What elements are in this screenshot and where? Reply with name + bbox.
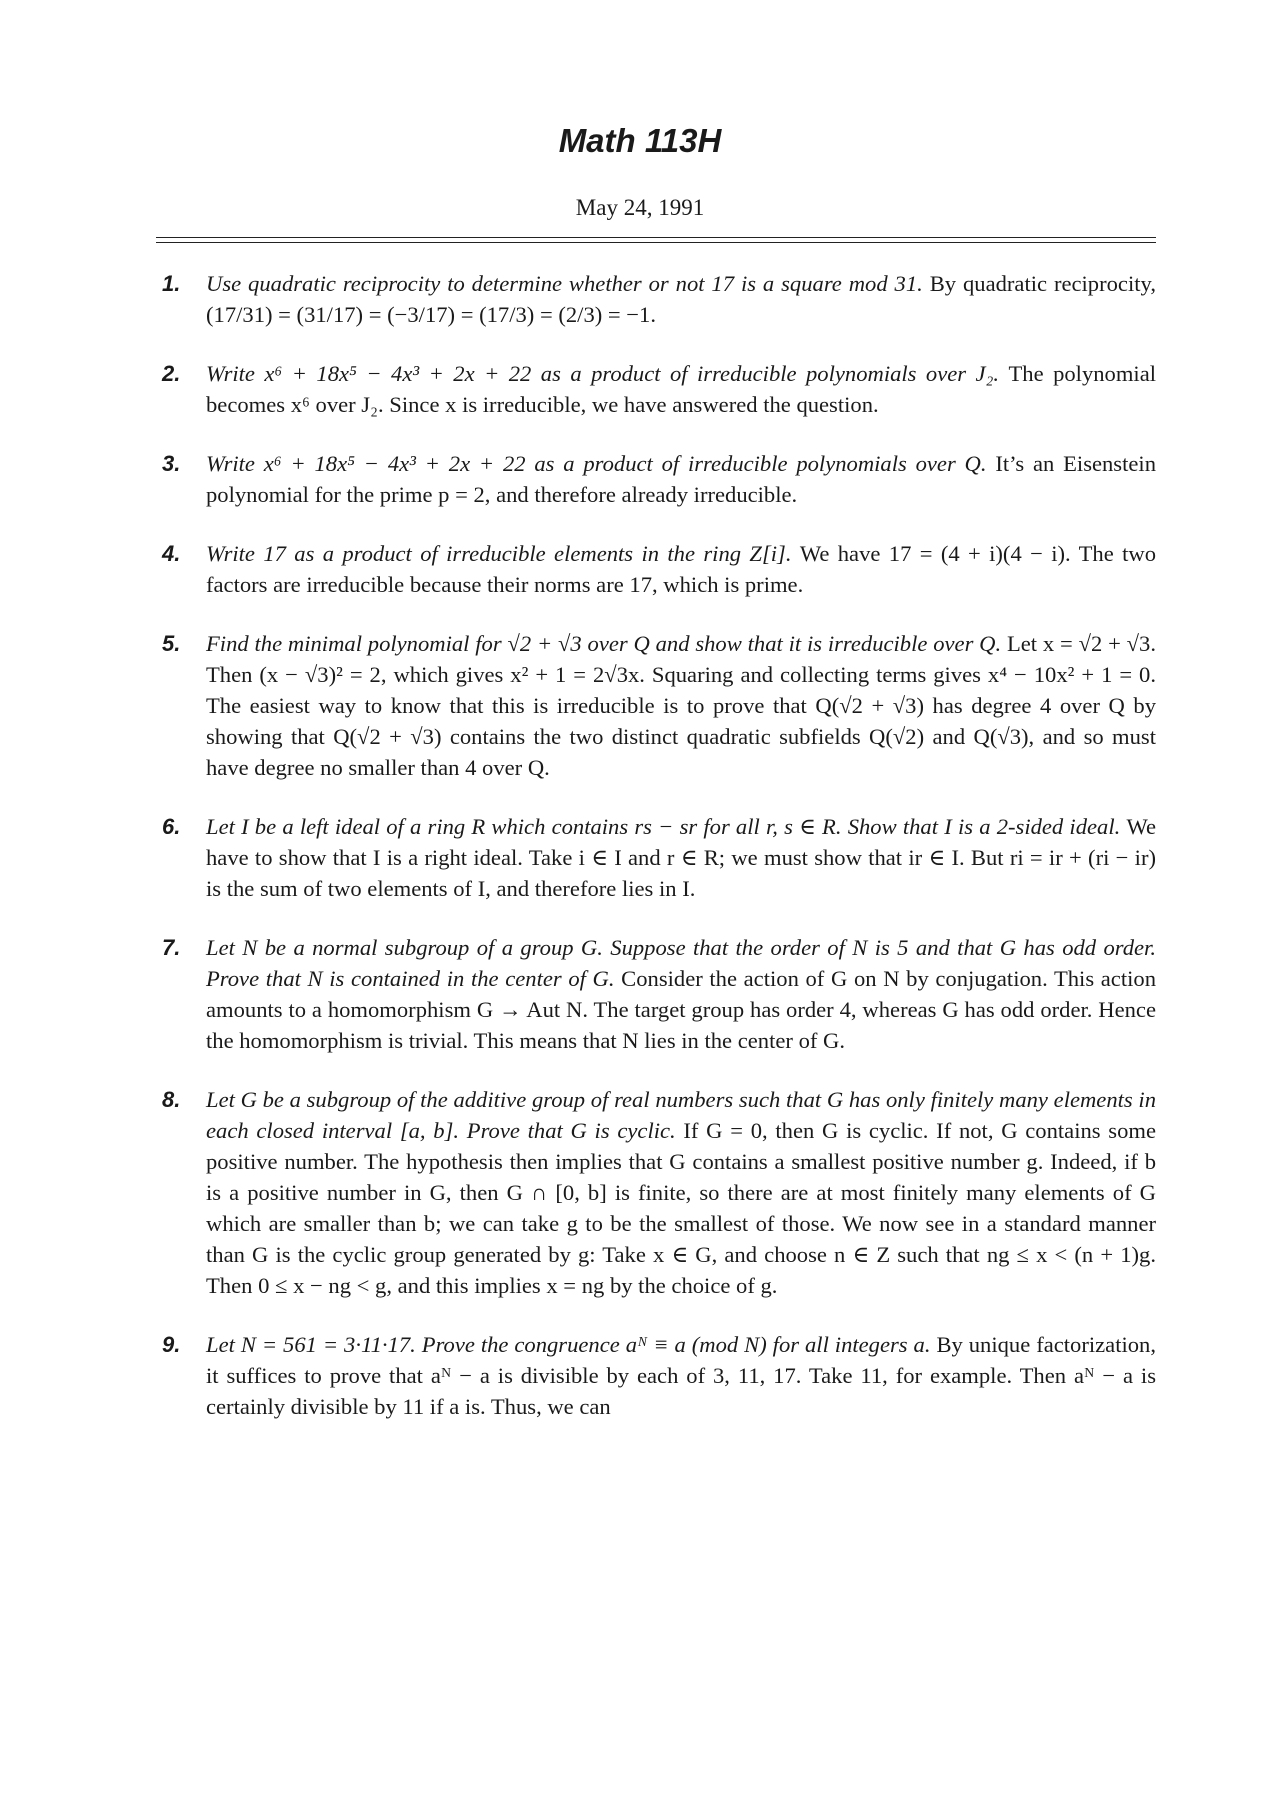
- problem-2: [160, 358, 1156, 420]
- problem-number: 3.: [162, 451, 181, 476]
- problem-answer: The polynomial becomes x⁶ over J₂. Since x is irreducible, we have answered the question.: [206, 361, 1156, 417]
- problem-answer: Let x = √2 + √3. Then (x − √3)² = 2, which gives x² + 1 = 2√3x. Squaring and collecting terms gives x⁴ − 10x² + 1 = 0. The easiest way to know that this is irreducible is to prove that Q(√2 + √3) has degree 4 over Q by showing that Q(√2 + √3) contains the two distinct quadratic subfields Q(√2) and Q(√3), and so must have degree no smaller than 4 over Q.: [206, 631, 1156, 780]
- problem-question: Find the minimal polynomial for √2 + √3 over Q and show that it is irreducible over Q.: [206, 631, 1007, 656]
- problem-question: Use quadratic reciprocity to determine whether or not 17 is a square mod 31.: [206, 271, 930, 296]
- problem-6: [160, 811, 1156, 904]
- page-title: Math 113H: [558, 122, 722, 159]
- problem-question: Let N be a normal subgroup of a group G. Suppose that the order of N is 5 and that G has odd order. Prove that N is contained in the center of G.: [206, 935, 1156, 991]
- header-rule-top: [156, 237, 1156, 238]
- problem-9: [160, 1329, 1156, 1422]
- problem-answer: By quadratic reciprocity, (17/31) = (31/17) = (−3/17) = (17/3) = (2/3) = −1.: [206, 271, 1156, 327]
- problem-5: [160, 628, 1156, 783]
- problem-question: Let G be a subgroup of the additive group of real numbers such that G has only finitely many elements in each closed interval [a, b]. Prove that G is cyclic.: [206, 1087, 1156, 1143]
- problem-7: [160, 932, 1156, 1056]
- problem-question: Write 17 as a product of irreducible elements in the ring Z[i].: [206, 541, 800, 566]
- problem-4: [160, 538, 1156, 600]
- problem-number: 1.: [162, 271, 181, 296]
- problem-answer: We have to show that I is a right ideal. Take i ∈ I and r ∈ R; we must show that ir ∈ I. But ri = ir + (ri − ir) is the sum of two elements of I, and therefore lies in I.: [206, 814, 1156, 901]
- problem-question: Let N = 561 = 3·11·17. Prove the congruence aᴺ ≡ a (mod N) for all integers a.: [206, 1332, 937, 1357]
- problem-list: [160, 268, 1156, 1450]
- problem-1: [160, 268, 1156, 330]
- problem-answer: Consider the action of G on N by conjugation. This action amounts to a homomorphism G → Aut N. The target group has order 4, whereas G has odd order. Hence the homomorphism is trivial. This means that N lies in the center of G.: [206, 966, 1156, 1053]
- problem-question: Write x⁶ + 18x⁵ − 4x³ + 2x + 22 as a product of irreducible polynomials over Q.: [206, 451, 996, 476]
- header-rule-bottom: [156, 242, 1156, 243]
- document-date: May 24, 1991: [575, 195, 705, 220]
- problem-question: Write x⁶ + 18x⁵ − 4x³ + 2x + 22 as a product of irreducible polynomials over J₂.: [206, 361, 1009, 386]
- problem-answer: By unique factorization, it suffices to prove that aᴺ − a is divisible by each of 3, 11, 17. Take 11, for example. Then aᴺ − a is certainly divisible by 11 if a is. Thus, we can: [206, 1332, 1157, 1419]
- problem-3: [160, 448, 1156, 510]
- problem-number: 2.: [162, 361, 181, 386]
- problem-number: 5.: [162, 631, 181, 656]
- problem-number: 7.: [162, 935, 181, 960]
- problem-answer: If G = 0, then G is cyclic. If not, G contains some positive number. The hypothesis then implies that G contains a smallest positive number g. Indeed, if b is a positive number in G, then G ∩ [0, b] is finite, so there are at most finitely many elements of G which are smaller than b; we can take g to be the smallest of those. We now see in a standard manner than G is the cyclic group generated by g: Take x ∈ G, and choose n ∈ Z such that ng ≤ x < (n + 1)g. Then 0 ≤ x − ng < g, and this implies x = ng by the choice of g.: [206, 1118, 1156, 1298]
- problem-answer: We have 17 = (4 + i)(4 − i). The two factors are irreducible because their norms are 17, which is prime.: [206, 541, 1157, 597]
- problem-number: 4.: [162, 541, 181, 566]
- problem-number: 9.: [162, 1332, 181, 1357]
- problem-number: 6.: [162, 814, 181, 839]
- problem-question: Let I be a left ideal of a ring R which contains rs − sr for all r, s ∈ R. Show that I is a 2-sided ideal.: [206, 814, 1127, 839]
- problem-answer: It’s an Eisenstein polynomial for the prime p = 2, and therefore already irreducible.: [206, 451, 1156, 507]
- problem-8: [160, 1084, 1156, 1301]
- problem-number: 8.: [162, 1087, 181, 1112]
